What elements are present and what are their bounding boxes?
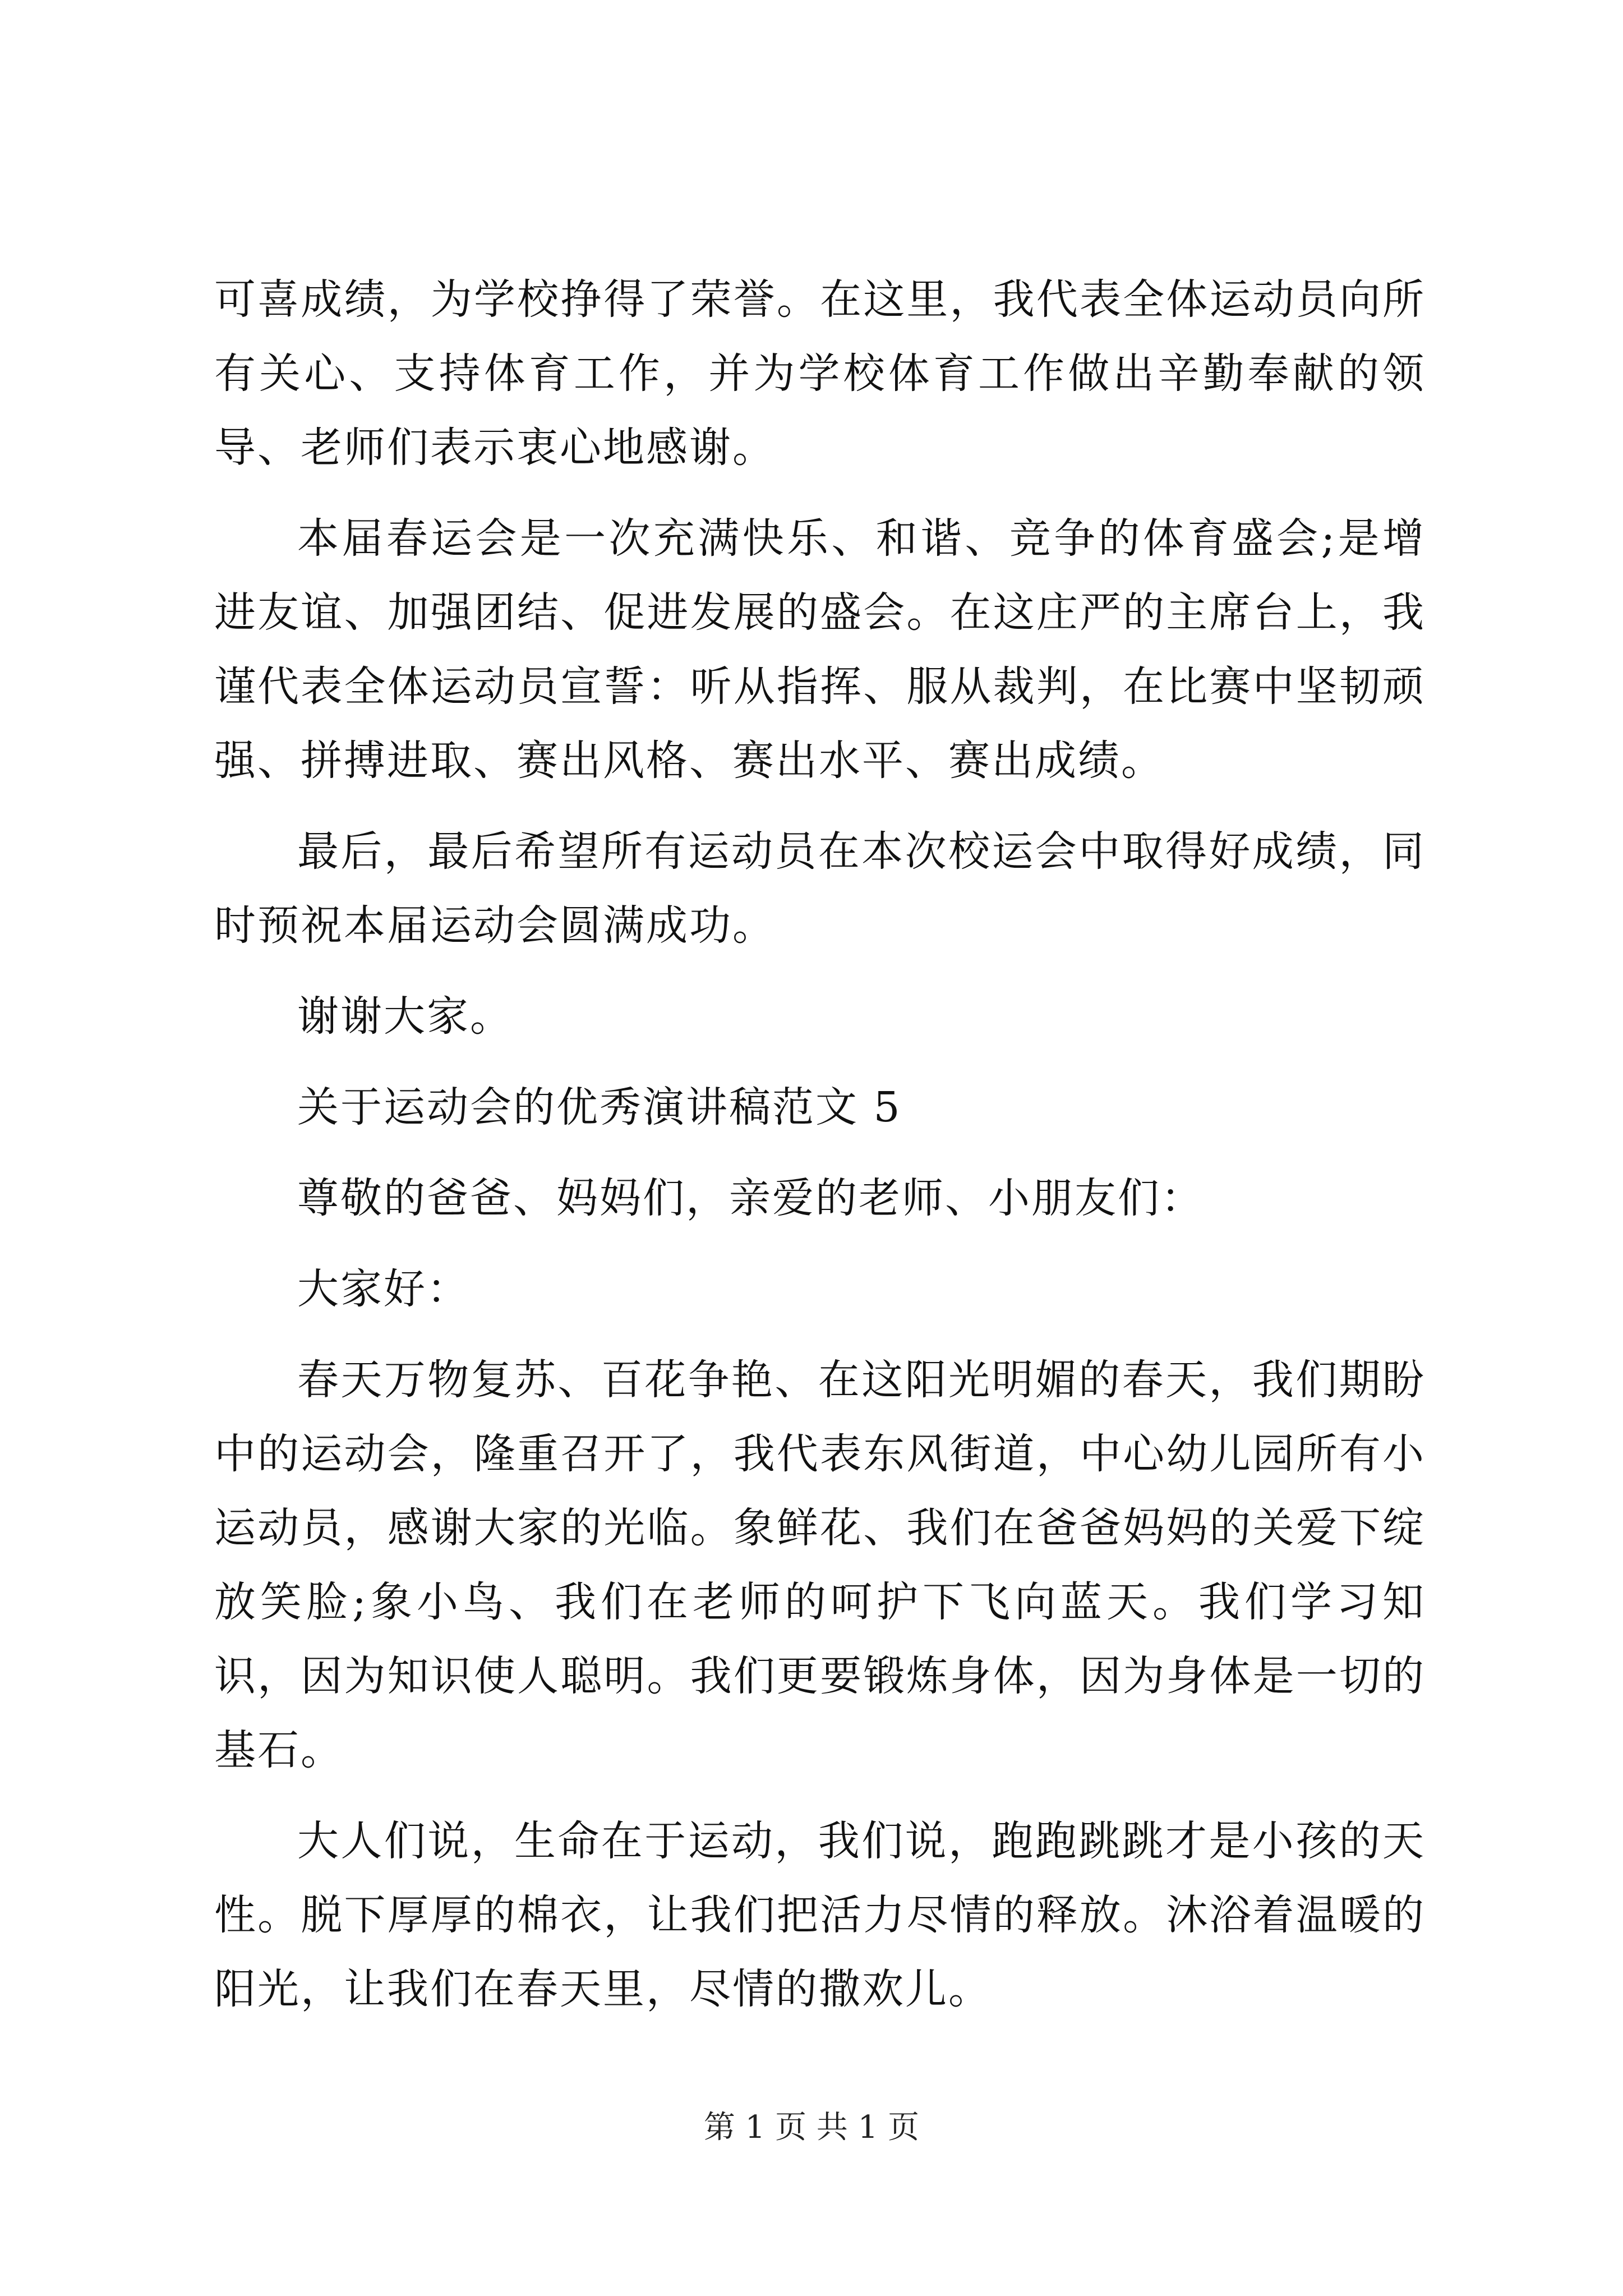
paragraph: 本届春运会是一次充满快乐、和谐、竞争的体育盛会;是增进友谊、加强团结、促进发展的盛会。在这庄严的主席台上，我谨代表全体运动员宣誓：听从指挥、服从裁判，在比赛中坚韧顽强、拼搏进取、赛出风格、赛出水平、赛出成绩。 (214, 514, 1426, 785)
paragraph: 春天万物复苏、百花争艳、在这阳光明媚的春天，我们期盼中的运动会，隆重召开了，我代表东风街道，中心幼儿园所有小运动员，感谢大家的光临。象鲜花、我们在爸爸妈妈的关爱下绽放笑脸;象小鸟、我们在老师的呵护下飞向蓝天。我们学习知识，因为知识使人聪明。我们更要锻炼身体，因为身体是一切的基石。 (214, 1356, 1426, 1774)
greeting: 大家好： (297, 1265, 470, 1313)
paragraph: 最后，最后希望所有运动员在本次校运会中取得好成绩，同时预祝本届运动会圆满成功。 (214, 827, 1426, 950)
page-footer (0, 2108, 1623, 2147)
paragraph: 谢谢大家。 (297, 992, 513, 1041)
paragraph: 可喜成绩，为学校挣得了荣誉。在这里，我代表全体运动员向所有关心、支持体育工作，并为学校体育工作做出辛勤奉献的领导、老师们表示衷心地感谢。 (214, 275, 1426, 472)
paragraph: 大人们说，生命在于运动，我们说，跑跑跳跳才是小孩的天性。脱下厚厚的棉衣，让我们把活力尽情的释放。沐浴着温暖的阳光，让我们在春天里，尽情的撒欢儿。 (214, 1817, 1426, 2013)
document-body (214, 263, 1426, 2043)
salutation: 尊敬的爸爸、妈妈们，亲爱的老师、小朋友们： (297, 1174, 1204, 1222)
page-number-label: 第 1 页 共 1 页 (703, 2109, 920, 2146)
section-heading: 关于运动会的优秀演讲稿范文 5 (297, 1083, 902, 1131)
